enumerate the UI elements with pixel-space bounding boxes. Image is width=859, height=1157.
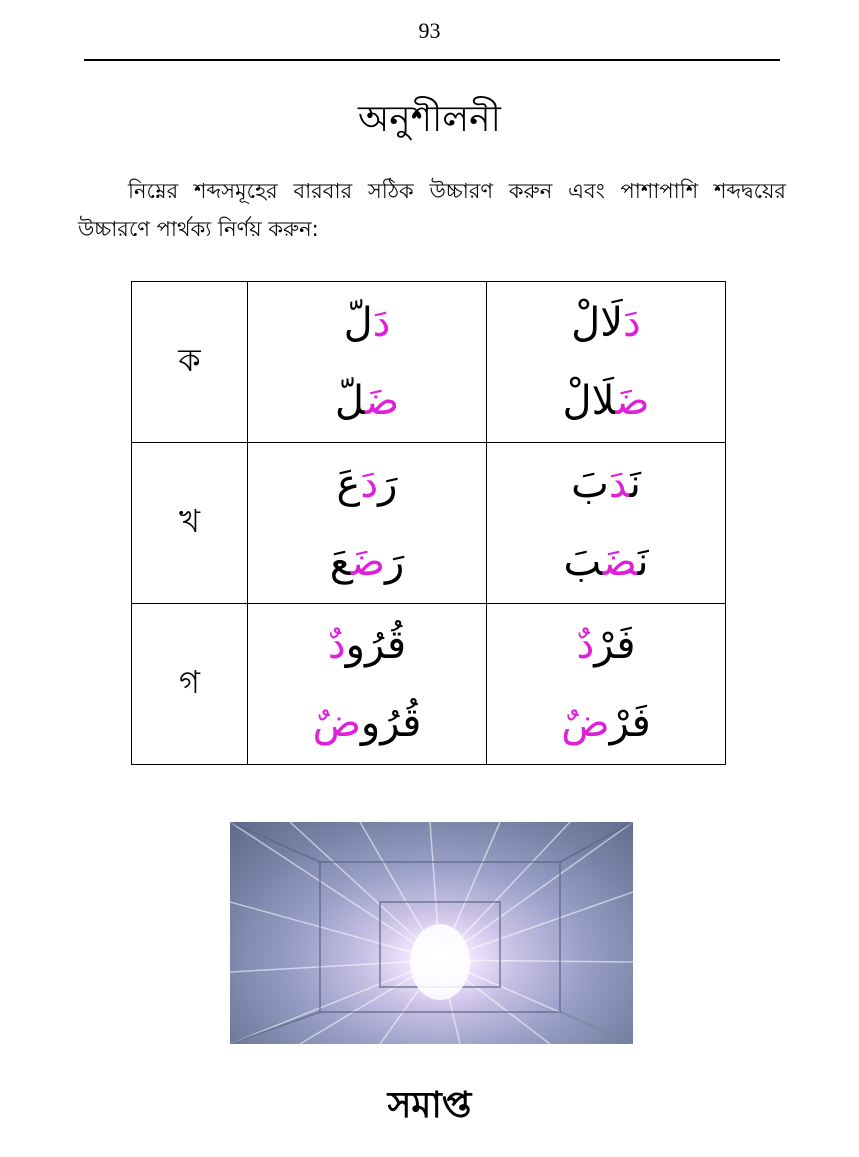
row-label: গ (132, 604, 248, 765)
word-cell (487, 443, 726, 604)
word-cell (248, 282, 487, 443)
word-cell (248, 443, 487, 604)
table-row (132, 282, 726, 443)
word-cell (487, 604, 726, 765)
light-burst-graphic (230, 822, 633, 1044)
arabic-word: رَدَعَ (336, 461, 398, 507)
arabic-word: ضَلّ (334, 378, 400, 424)
arabic-word: رَضَعَ (329, 539, 405, 585)
arabic-word: ضَلَالْ (562, 378, 650, 424)
exercise-table (131, 281, 726, 765)
decorative-light-tunnel-image (230, 822, 633, 1044)
instruction-paragraph: নিম্নের শব্দসমূহের বারবার সঠিক উচ্চারণ করুন এবং পাশাপাশি শব্দদ্বয়ের উচ্চারণে পার্থক্য নির্ণয় করুন: (78, 179, 786, 241)
word-cell (248, 604, 487, 765)
row-label: ক (132, 282, 248, 443)
row-label: খ (132, 443, 248, 604)
table-row (132, 443, 726, 604)
word-cell (487, 282, 726, 443)
arabic-word: نَضَبَ (563, 539, 649, 585)
page-number: 93 (418, 18, 441, 43)
arabic-word: دَلَالْ (571, 300, 641, 346)
arabic-word: فَرْضٌ (561, 700, 651, 746)
arabic-word: نَدَبَ (571, 461, 641, 507)
header-rule (84, 59, 780, 61)
table-row (132, 604, 726, 765)
page-title: অনুশীলনী (358, 99, 501, 140)
closing-text: সমাপ্ত (387, 1085, 472, 1126)
arabic-word: قُرُودٌ (327, 622, 407, 668)
arabic-word: دَلّ (343, 300, 391, 346)
arabic-word: قُرُوضٌ (312, 700, 422, 746)
arabic-word: فَرْدٌ (576, 622, 636, 668)
